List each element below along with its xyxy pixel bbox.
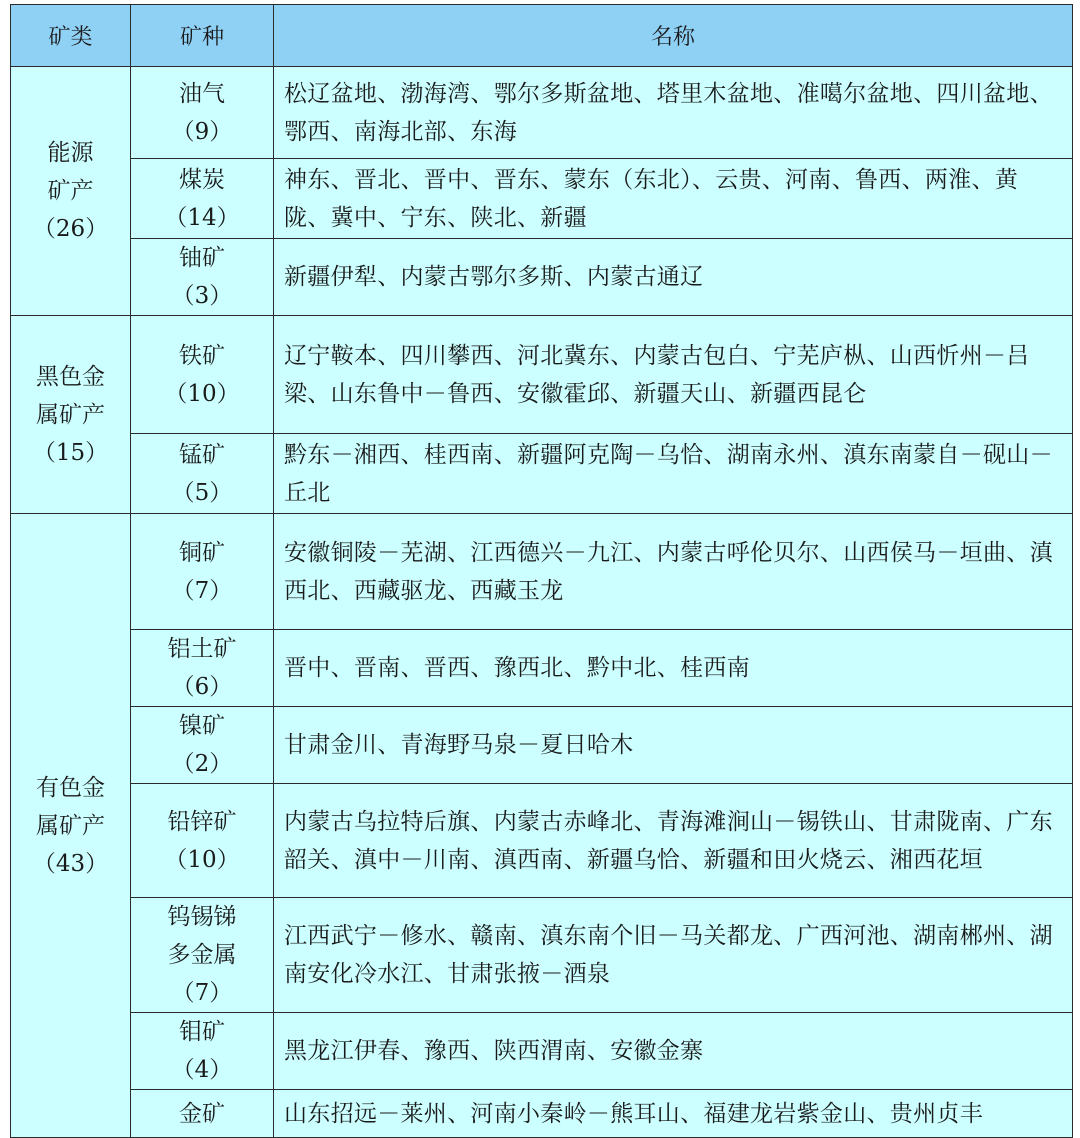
species-line: （2） bbox=[171, 751, 233, 777]
species-line: （5） bbox=[171, 479, 233, 506]
category-line: （43） bbox=[32, 850, 109, 877]
species-line: （3） bbox=[171, 283, 233, 309]
species-line: 多金属 bbox=[167, 942, 237, 968]
species-line: （10） bbox=[164, 380, 240, 407]
species-cell bbox=[131, 434, 274, 514]
names-cell: 内蒙古乌拉特后旗、内蒙古赤峰北、青海滩涧山－锡铁山、甘肃陇南、广东韶关、滇中－川南、滇西南、新疆乌恰、新疆和田火烧云、湘西花垣 bbox=[274, 784, 1073, 898]
species-line: 铀矿 bbox=[179, 245, 225, 271]
names-cell: 甘肃金川、青海野马泉－夏日哈木 bbox=[274, 707, 1073, 784]
names-cell: 神东、晋北、晋中、晋东、蒙东（东北）、云贵、河南、鲁西、两淮、黄陇、冀中、宁东、陕北、新疆 bbox=[274, 159, 1073, 239]
species-cell bbox=[131, 316, 274, 434]
species-line: （7） bbox=[171, 577, 233, 604]
species-cell bbox=[131, 239, 274, 316]
species-line: （14） bbox=[164, 204, 240, 231]
category-line: 属矿产 bbox=[36, 812, 105, 839]
table-body bbox=[11, 67, 1073, 1138]
header-species: 矿种 bbox=[131, 5, 274, 67]
names-cell: 辽宁鞍本、四川攀西、河北冀东、内蒙古包白、宁芜庐枞、山西忻州－吕梁、山东鲁中－鲁西、安徽霍邱、新疆天山、新疆西昆仑 bbox=[274, 316, 1073, 434]
species-line: 铝土矿 bbox=[167, 636, 237, 662]
species-line: 金矿 bbox=[179, 1100, 225, 1127]
header-names: 名称 bbox=[274, 5, 1073, 67]
species-line: 铜矿 bbox=[179, 539, 225, 566]
species-cell bbox=[131, 1013, 274, 1090]
category-cell bbox=[11, 67, 131, 316]
species-line: （6） bbox=[171, 674, 233, 700]
category-cell bbox=[11, 514, 131, 1138]
table-row bbox=[11, 159, 1073, 239]
species-cell bbox=[131, 784, 274, 898]
table-row bbox=[11, 239, 1073, 316]
category-line: 属矿产 bbox=[36, 401, 105, 428]
species-line: 油气 bbox=[179, 80, 225, 107]
species-cell bbox=[131, 159, 274, 239]
species-cell bbox=[131, 67, 274, 159]
table-row bbox=[11, 316, 1073, 434]
species-line: 锰矿 bbox=[179, 441, 225, 468]
header-row bbox=[11, 5, 1073, 67]
mineral-table bbox=[10, 4, 1073, 1138]
category-line: 黑色金 bbox=[36, 363, 105, 390]
names-cell: 江西武宁－修水、赣南、滇东南个旧－马关都龙、广西河池、湖南郴州、湖南安化冷水江、甘肃张掖－酒泉 bbox=[274, 898, 1073, 1013]
names-cell: 山东招远－莱州、河南小秦岭－熊耳山、福建龙岩紫金山、贵州贞丰 bbox=[274, 1090, 1073, 1138]
species-line: （7） bbox=[171, 980, 233, 1006]
species-line: （10） bbox=[164, 846, 240, 873]
category-line: 有色金 bbox=[36, 774, 105, 801]
species-cell bbox=[131, 898, 274, 1013]
category-line: 能源 bbox=[47, 140, 94, 166]
species-line: （4） bbox=[171, 1057, 233, 1083]
table-row bbox=[11, 1013, 1073, 1090]
table-row bbox=[11, 898, 1073, 1013]
species-cell bbox=[131, 1090, 274, 1138]
table-row bbox=[11, 514, 1073, 630]
species-line: 煤炭 bbox=[179, 166, 225, 193]
header-category: 矿类 bbox=[11, 5, 131, 67]
category-line: 矿产 bbox=[47, 178, 94, 204]
category-line: （15） bbox=[32, 439, 109, 466]
species-cell bbox=[131, 630, 274, 707]
species-line: 钼矿 bbox=[179, 1019, 225, 1045]
species-line: （9） bbox=[171, 118, 233, 145]
species-line: 钨锡锑 bbox=[167, 904, 237, 930]
table-row bbox=[11, 630, 1073, 707]
names-cell: 黑龙江伊春、豫西、陕西渭南、安徽金寨 bbox=[274, 1013, 1073, 1090]
species-cell bbox=[131, 514, 274, 630]
table-row bbox=[11, 707, 1073, 784]
names-cell: 松辽盆地、渤海湾、鄂尔多斯盆地、塔里木盆地、准噶尔盆地、四川盆地、鄂西、南海北部、东海 bbox=[274, 67, 1073, 159]
names-cell: 晋中、晋南、晋西、豫西北、黔中北、桂西南 bbox=[274, 630, 1073, 707]
table-row bbox=[11, 1090, 1073, 1138]
names-cell: 安徽铜陵－芜湖、江西德兴－九江、内蒙古呼伦贝尔、山西侯马－垣曲、滇西北、西藏驱龙、西藏玉龙 bbox=[274, 514, 1073, 630]
names-cell: 新疆伊犁、内蒙古鄂尔多斯、内蒙古通辽 bbox=[274, 239, 1073, 316]
species-cell bbox=[131, 707, 274, 784]
table-row bbox=[11, 784, 1073, 898]
species-line: 铁矿 bbox=[179, 342, 225, 369]
category-cell bbox=[11, 316, 131, 514]
category-line: （26） bbox=[32, 216, 109, 242]
table-row bbox=[11, 434, 1073, 514]
table-row bbox=[11, 67, 1073, 159]
species-line: 铅锌矿 bbox=[167, 808, 237, 835]
species-line: 镍矿 bbox=[179, 713, 225, 739]
names-cell: 黔东－湘西、桂西南、新疆阿克陶－乌恰、湖南永州、滇东南蒙自－砚山－丘北 bbox=[274, 434, 1073, 514]
